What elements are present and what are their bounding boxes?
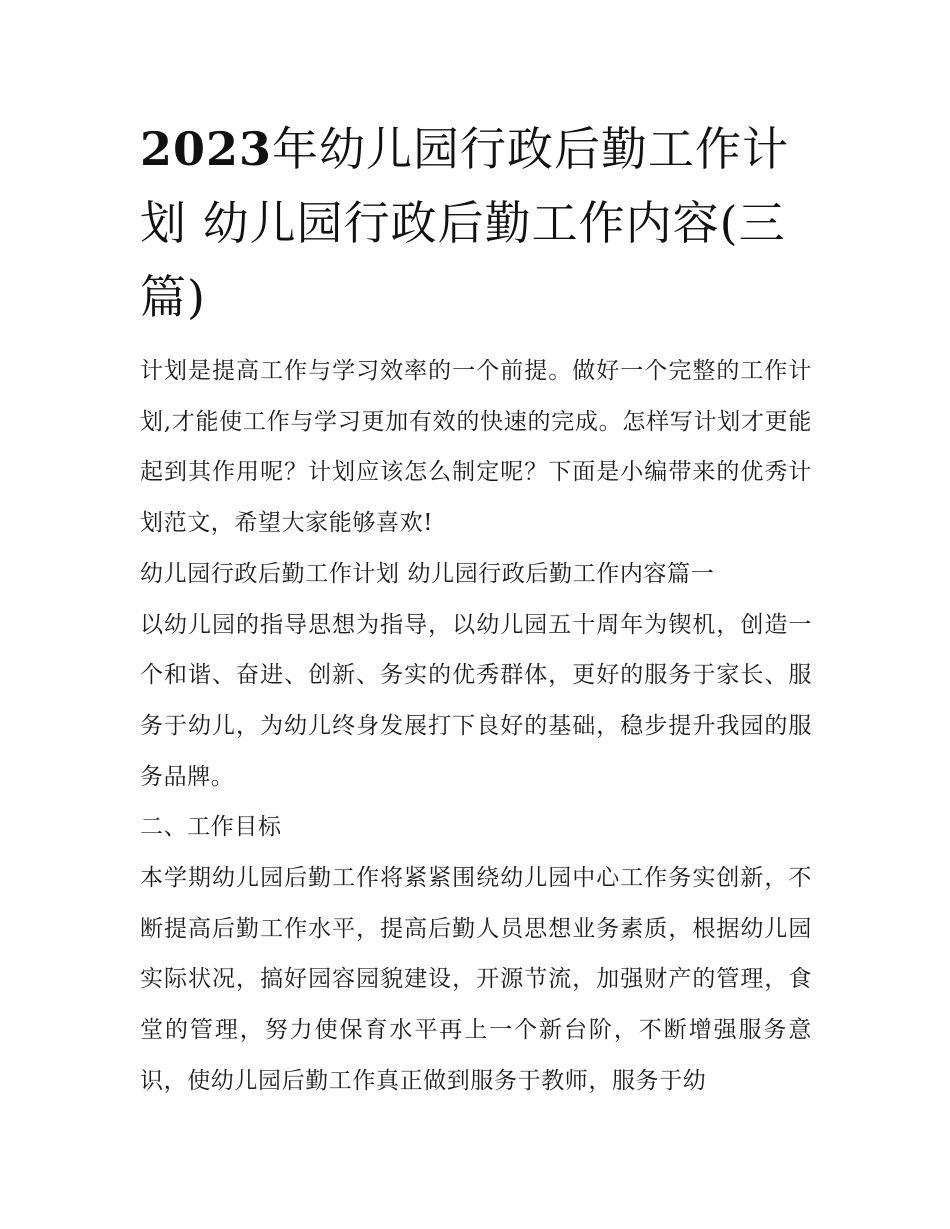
title-text: 年幼儿园行政后勤工作计划 幼儿园行政后勤工作内容(三篇) (140, 122, 790, 324)
intro-paragraph: 计划是提高工作与学习效率的一个前提。做好一个完整的工作计划,才能使工作与学习更加有效的快速的完成。怎样写计划才更能起到其作用呢？计划应该怎么制定呢？下面是小编带来的优秀计划范文，希望大家能够喜欢! (140, 358, 812, 537)
goal-paragraph: 本学期幼儿园后勤工作将紧紧围绕幼儿园中心工作务实创新，不断提高后勤工作水平，提高后勤人员思想业务素质，根据幼儿园实际状况，搞好园容园貌建设，开源节流，加强财产的管理，食堂的管理，努力使保育水平再上一个新台阶，不断增强服务意识，使幼儿园后勤工作真正做到服务于教师，服务于幼 (140, 865, 812, 1094)
section-heading: 幼儿园行政后勤工作计划 幼儿园行政后勤工作内容篇一 (140, 560, 715, 587)
document-title (140, 112, 812, 334)
title-year: 2023 (140, 122, 273, 176)
goal-heading: 二、工作目标 (140, 814, 282, 841)
document-body (140, 112, 812, 1107)
guiding-paragraph: 以幼儿园的指导思想为指导，以幼儿园五十周年为锲机，创造一个和谐、奋进、创新、务实的优秀群体，更好的服务于家长、服务于幼儿，为幼儿终身发展打下良好的基础，稳步提升我园的服务品牌。 (140, 611, 812, 790)
